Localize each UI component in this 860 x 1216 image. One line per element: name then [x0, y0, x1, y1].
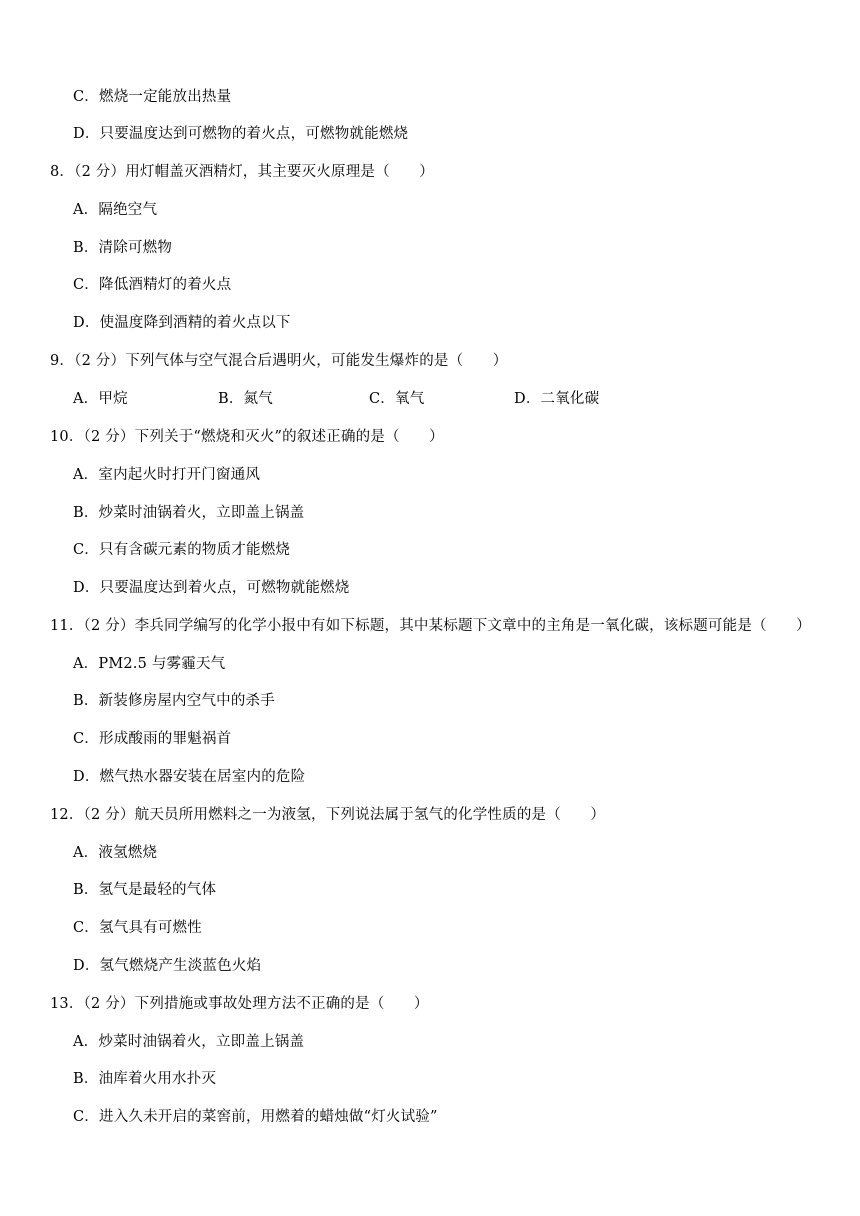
option-text: C．降低酒精灯的着火点	[73, 277, 232, 293]
option-text: C．进入久未开启的菜窖前，用燃着的蜡烛做“灯火试验”	[73, 1109, 438, 1125]
option-text: B．新装修房屋内空气中的杀手	[73, 693, 275, 709]
option-text: A．液氢燃烧	[73, 845, 158, 861]
option-text: B．炒菜时油锅着火，立即盖上锅盖	[73, 505, 305, 521]
option-a: A．甲烷	[73, 391, 128, 407]
option-d: D．二氧化碳	[514, 391, 600, 407]
option-b: B．氮气	[218, 391, 273, 407]
question-11: 11．（2 分）李兵同学编写的化学小报中有如下标题，其中某标题下文章中的主角是一氧化碳，该标题可能是（ ）	[50, 618, 811, 634]
option-text: D．只要温度达到可燃物的着火点，可燃物就能燃烧	[73, 126, 409, 142]
option-text: B．清除可燃物	[73, 240, 173, 256]
option-text: D．氢气燃烧产生淡蓝色火焰	[73, 958, 262, 974]
option-text: A．隔绝空气	[73, 202, 158, 218]
option-text: D．只要温度达到着火点，可燃物就能燃烧	[73, 580, 350, 596]
question-8: 8．（2 分）用灯帽盖灭酒精灯，其主要灭火原理是（ ）	[50, 164, 434, 180]
question-12: 12．（2 分）航天员所用燃料之一为液氢，下列说法属于氢气的化学性质的是（ ）	[50, 807, 606, 823]
question-9: 9．（2 分）下列气体与空气混合后遇明火，可能发生爆炸的是（ ）	[50, 353, 508, 369]
option-text: A．室内起火时打开门窗通风	[73, 467, 261, 483]
option-text: B．油库着火用水扑灭	[73, 1071, 217, 1087]
option-text: D．使温度降到酒精的着火点以下	[73, 315, 291, 331]
question-10: 10．（2 分）下列关于“燃烧和灭火”的叙述正确的是（ ）	[50, 429, 444, 445]
option-text: D．燃气热水器安装在居室内的危险	[73, 769, 306, 785]
option-text: C．燃烧一定能放出热量	[73, 89, 232, 105]
question-13: 13．（2 分）下列措施或事故处理方法不正确的是（ ）	[50, 996, 429, 1012]
option-text: B．氢气是最轻的气体	[73, 882, 217, 898]
option-text: C．只有含碳元素的物质才能燃烧	[73, 542, 291, 558]
option-text: C．形成酸雨的罪魁祸首	[73, 731, 232, 747]
option-text: A．PM2.5 与雾霾天气	[73, 656, 226, 672]
option-text: C．氢气具有可燃性	[73, 920, 202, 936]
option-text: A．炒菜时油锅着火，立即盖上锅盖	[73, 1034, 305, 1050]
option-c: C．氧气	[369, 391, 425, 407]
